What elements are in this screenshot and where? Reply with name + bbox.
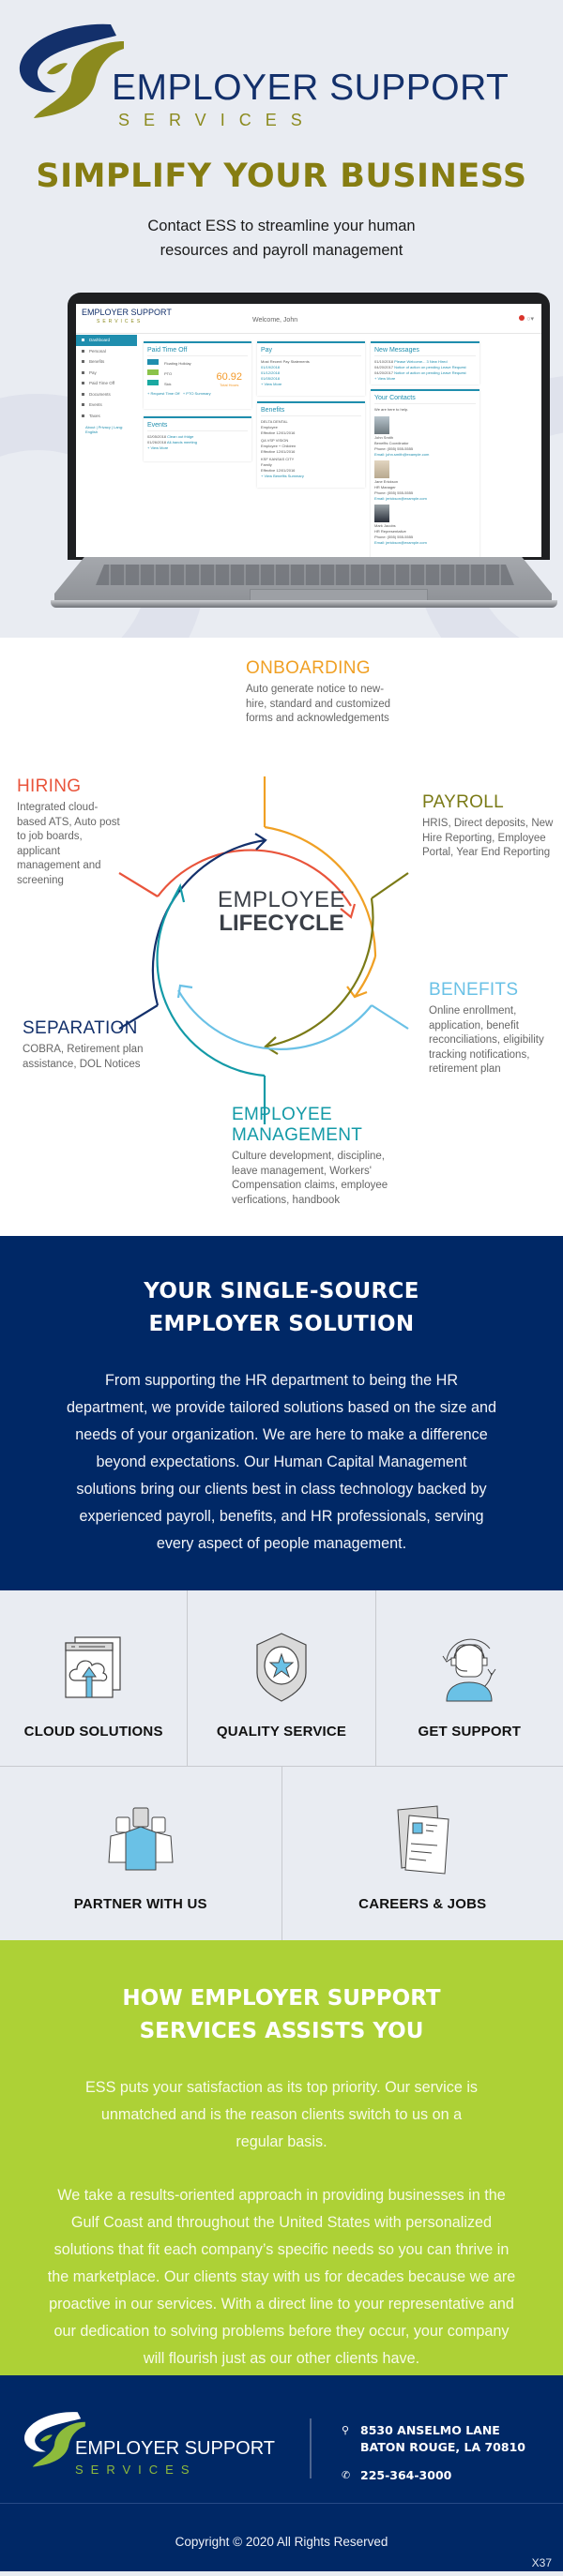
- pay-view-more-link[interactable]: + View More: [261, 382, 282, 386]
- event-row: 02/05/2018 Clean out fridge: [147, 434, 194, 439]
- contacts-card: [371, 389, 479, 557]
- benefits-card: [257, 401, 365, 488]
- messages-card: [371, 341, 479, 384]
- pto-swatch: [147, 369, 159, 375]
- stage-description: Culture development, discipline, leave management, Workers' Compensation claims, employee verfications, handbook: [232, 1151, 388, 1206]
- service-label: CAREERS & JOBS: [358, 1896, 487, 1912]
- stage-description: Integrated cloud-based ATS, Auto post to job boards, applicant management and screening: [17, 802, 120, 886]
- copyright: Copyright © 2020 All Rights Reserved: [175, 2535, 388, 2549]
- footer-contact: [342, 2422, 525, 2484]
- laptop-keyboard: [96, 565, 514, 585]
- map-pin-icon: ⚲: [342, 2424, 350, 2436]
- messages-card-title: New Messages: [374, 347, 476, 356]
- stage-title: BENEFITS: [429, 980, 519, 1000]
- footer: [0, 2375, 563, 2571]
- portal-header: [76, 304, 541, 334]
- sidebar-item-documents[interactable]: Documents: [76, 389, 137, 400]
- single-source-section: [0, 1236, 563, 1590]
- message-row[interactable]: 01/10/2018 Please Welcome... 3 New Hired: [374, 359, 448, 364]
- user-menu-icon[interactable]: ○▾: [526, 316, 534, 323]
- pto-total: 60.92 Total Hours: [216, 371, 242, 387]
- events-card: [144, 416, 251, 461]
- pay-card-title: Pay: [261, 347, 361, 356]
- laptop-mockup: [62, 293, 550, 630]
- request-time-off-link[interactable]: + Request Time Off: [147, 391, 180, 396]
- benefit-coverage: Employee + Children: [261, 444, 297, 448]
- lifecycle-center-label: EMPLOYEE LIFECYCLE: [217, 887, 346, 936]
- benefit-effective: Effective 12/01/2016: [261, 430, 296, 435]
- contact-person: Mark Jacobs HR Representative Phone: (555) 555-5555 Email: jerickson@example.com: [374, 505, 476, 546]
- service-label: GET SUPPORT: [418, 1724, 522, 1740]
- hero-title: SIMPLIFY YOUR BUSINESS: [36, 158, 527, 195]
- hero-section: [0, 0, 563, 638]
- footer-divider: [310, 2418, 312, 2478]
- service-label: QUALITY SERVICE: [216, 1724, 347, 1740]
- events-view-more-link[interactable]: + View More: [147, 445, 169, 450]
- benefit-name: KSF KANSAS CITY: [261, 457, 295, 461]
- laptop-lip: [51, 600, 557, 608]
- footer-brand-name: EMPLOYER SUPPORT: [75, 2438, 276, 2459]
- benefits-card-title: Benefits: [261, 407, 361, 416]
- sidebar-item-events[interactable]: Events: [76, 399, 137, 411]
- service-label: PARTNER WITH US: [73, 1896, 207, 1912]
- pto-card-title: Paid Time Off: [147, 347, 248, 356]
- sidebar-footer-links[interactable]: About | Privacy | Lang: English: [85, 425, 124, 434]
- portal-header-icons: [519, 315, 534, 323]
- footer-rule: [0, 2503, 563, 2504]
- portal-sidebar: [76, 335, 137, 557]
- service-label: CLOUD SOLUTIONS: [23, 1724, 163, 1740]
- services-row: [0, 1590, 563, 1767]
- service-quality-service[interactable]: [188, 1590, 375, 1766]
- benefit-name: DELTA DENTAL: [261, 419, 288, 424]
- portal-logo-sub: SERVICES: [97, 319, 144, 324]
- employee-lifecycle-diagram: [0, 638, 563, 1236]
- hero-subtitle: Contact ESS to streamline your human resources and payroll management: [147, 218, 416, 259]
- brand-subname: SERVICES: [118, 111, 316, 129]
- assist-title: HOW EMPLOYER SUPPORT SERVICES ASSISTS YOU: [122, 1986, 441, 2043]
- services-row: [0, 1767, 563, 1940]
- assist-paragraph-1: ESS puts your satisfaction as its top priority. Our service is unmatched and is the reason clients switch to us on a regular basis.: [84, 2079, 479, 2150]
- stage-title: HIRING: [17, 776, 82, 796]
- contacts-intro: We are here to help.: [374, 407, 409, 412]
- events-card-title: Events: [147, 422, 248, 431]
- group-people-icon: [105, 1804, 176, 1876]
- phone-icon: ✆: [342, 2469, 351, 2481]
- portal-screenshot: [76, 304, 541, 557]
- benefit-coverage: Employee: [261, 425, 278, 429]
- stage-description: Online enrollment, application, benefit reconciliations, eligibility tracking notifications, retirement plan: [429, 1005, 544, 1075]
- avatar: [374, 416, 389, 434]
- assist-paragraph-2: We take a results-oriented approach in providing businesses in the Gulf Coast and throughout the United States with personalized solutions that fit each company’s specific needs so you can thrive in the marketplace. Our clients stay with us for decades because we are proactive in our services. With a direct line to your representative and our dedication to solving problems before they occur, your company will flourish just as our other clients have.: [47, 2187, 516, 2367]
- pto-row-label: Sick: [164, 382, 172, 386]
- ess-logo-mark-icon: [13, 21, 126, 124]
- stage-payroll: [422, 792, 554, 861]
- pay-card: [257, 341, 365, 396]
- pto-swatch: [147, 359, 159, 365]
- pay-statement-link[interactable]: 01/19/2018: [261, 365, 281, 369]
- stage-title: PAYROLL: [422, 792, 504, 812]
- stage-description: HRIS, Direct deposits, New Hire Reporting, Employee Portal, Year End Reporting: [422, 818, 554, 858]
- stage-onboarding: [246, 658, 396, 727]
- pto-swatch: [147, 380, 159, 385]
- pay-statement-link[interactable]: 01/05/2018: [261, 376, 281, 381]
- service-get-support[interactable]: [376, 1590, 563, 1766]
- avatar: [374, 460, 389, 478]
- benefit-effective: Effective 12/01/2016: [261, 449, 296, 454]
- stage-description: Auto generate notice to new-hire, standard and customized forms and acknowledgements: [246, 684, 391, 724]
- benefit-effective: Effective 12/01/2016: [261, 468, 296, 473]
- shield-star-icon: [246, 1632, 317, 1703]
- pay-subtitle: Most Recent Pay Statements: [261, 359, 310, 364]
- event-row: 01/26/2018 All-hands meeting: [147, 440, 197, 444]
- benefit-coverage: Family: [261, 462, 272, 467]
- footer-brand-subname: SERVICES: [75, 2463, 197, 2477]
- welcome-text: Welcome, John: [252, 317, 298, 324]
- brand-logo[interactable]: [13, 21, 510, 129]
- notification-icon[interactable]: [519, 315, 525, 321]
- service-partner-with-us[interactable]: [0, 1767, 282, 1940]
- footer-code: X37: [531, 2556, 552, 2569]
- footer-address[interactable]: ⚲ 8530 ANSELMO LANE BATON ROUGE, LA 70810: [342, 2423, 525, 2454]
- brand-name: EMPLOYER SUPPORT: [112, 68, 510, 108]
- sidebar-item-personal[interactable]: Personal: [76, 346, 137, 357]
- message-row[interactable]: 04/20/2017 Notice of action on pending Leave Request: [374, 370, 466, 375]
- sidebar-item-dashboard[interactable]: Dashboard: [76, 335, 137, 346]
- messages-view-more-link[interactable]: + View More: [374, 376, 396, 381]
- service-careers-jobs[interactable]: [282, 1767, 563, 1940]
- contact-person: Jane Erickson HR Manager Phone: (555) 555-5555 Email: jerickson@example.com: [374, 460, 476, 502]
- assist-section: [0, 1940, 563, 2375]
- avatar: [374, 505, 389, 522]
- stage-benefits: [429, 980, 551, 1077]
- sidebar-item-benefits[interactable]: Benefits: [76, 356, 137, 368]
- benefit-name: QA VSP VISION: [261, 438, 289, 443]
- footer-phone[interactable]: ✆ 225-364-3000: [342, 2468, 452, 2482]
- single-source-body: From supporting the HR department to being the HR department, we provide tailored solutions based on the size and needs of your organization. We are here to make a difference beyond expectations. Our Human Capital Management solutions bring our clients best in class technology backed by experienced payroll, benefits, and HR professionals, serving every aspect of people management.: [66, 1372, 497, 1552]
- pto-summary-link[interactable]: + PTO Summary: [182, 391, 211, 396]
- message-row[interactable]: 04/20/2017 Notice of action on pending Leave Request: [374, 365, 466, 369]
- contact-person: John Smith Benefits Coordinator Phone: (555) 555-5555 Email: john.smith@example.com: [374, 416, 476, 458]
- stage-title: ONBOARDING: [246, 658, 371, 678]
- single-source-title: YOUR SINGLE-SOURCE EMPLOYER SOLUTION: [144, 1279, 419, 1336]
- headset-support-icon: [434, 1632, 505, 1703]
- sidebar-item-paid-time-off[interactable]: Paid Time Off: [76, 378, 137, 389]
- service-cloud-solutions[interactable]: [0, 1590, 188, 1766]
- stage-description: COBRA, Retirement plan assistance, DOL Notices: [23, 1044, 144, 1070]
- sidebar-item-taxes[interactable]: Taxes: [76, 411, 137, 422]
- laptop-bezel: [68, 293, 550, 560]
- pay-statement-link[interactable]: 01/12/2018: [261, 370, 281, 375]
- pto-row-label: PTO: [164, 371, 173, 376]
- portal-logo: EMPLOYER SUPPORT: [82, 308, 172, 317]
- contacts-card-title: Your Contacts: [374, 395, 476, 404]
- stage-hiring: [17, 776, 120, 888]
- stage-employee-management: EMPLOYEE MANAGEMENT Culture development, discipline, leave management, Workers' Compensation claims, employee verfications, handbook: [232, 1105, 410, 1208]
- benefits-summary-link[interactable]: + View Benefits Summary: [261, 474, 304, 478]
- stage-separation: [23, 1018, 145, 1072]
- stage-title: SEPARATION: [23, 1018, 138, 1038]
- sidebar-item-pay[interactable]: Pay: [76, 368, 137, 379]
- resume-document-icon: [387, 1804, 458, 1876]
- pto-row-label: Floating Holiday: [164, 361, 191, 366]
- pto-card: [144, 341, 251, 409]
- services-grid: [0, 1590, 563, 1940]
- cloud-upload-icon: [58, 1632, 129, 1703]
